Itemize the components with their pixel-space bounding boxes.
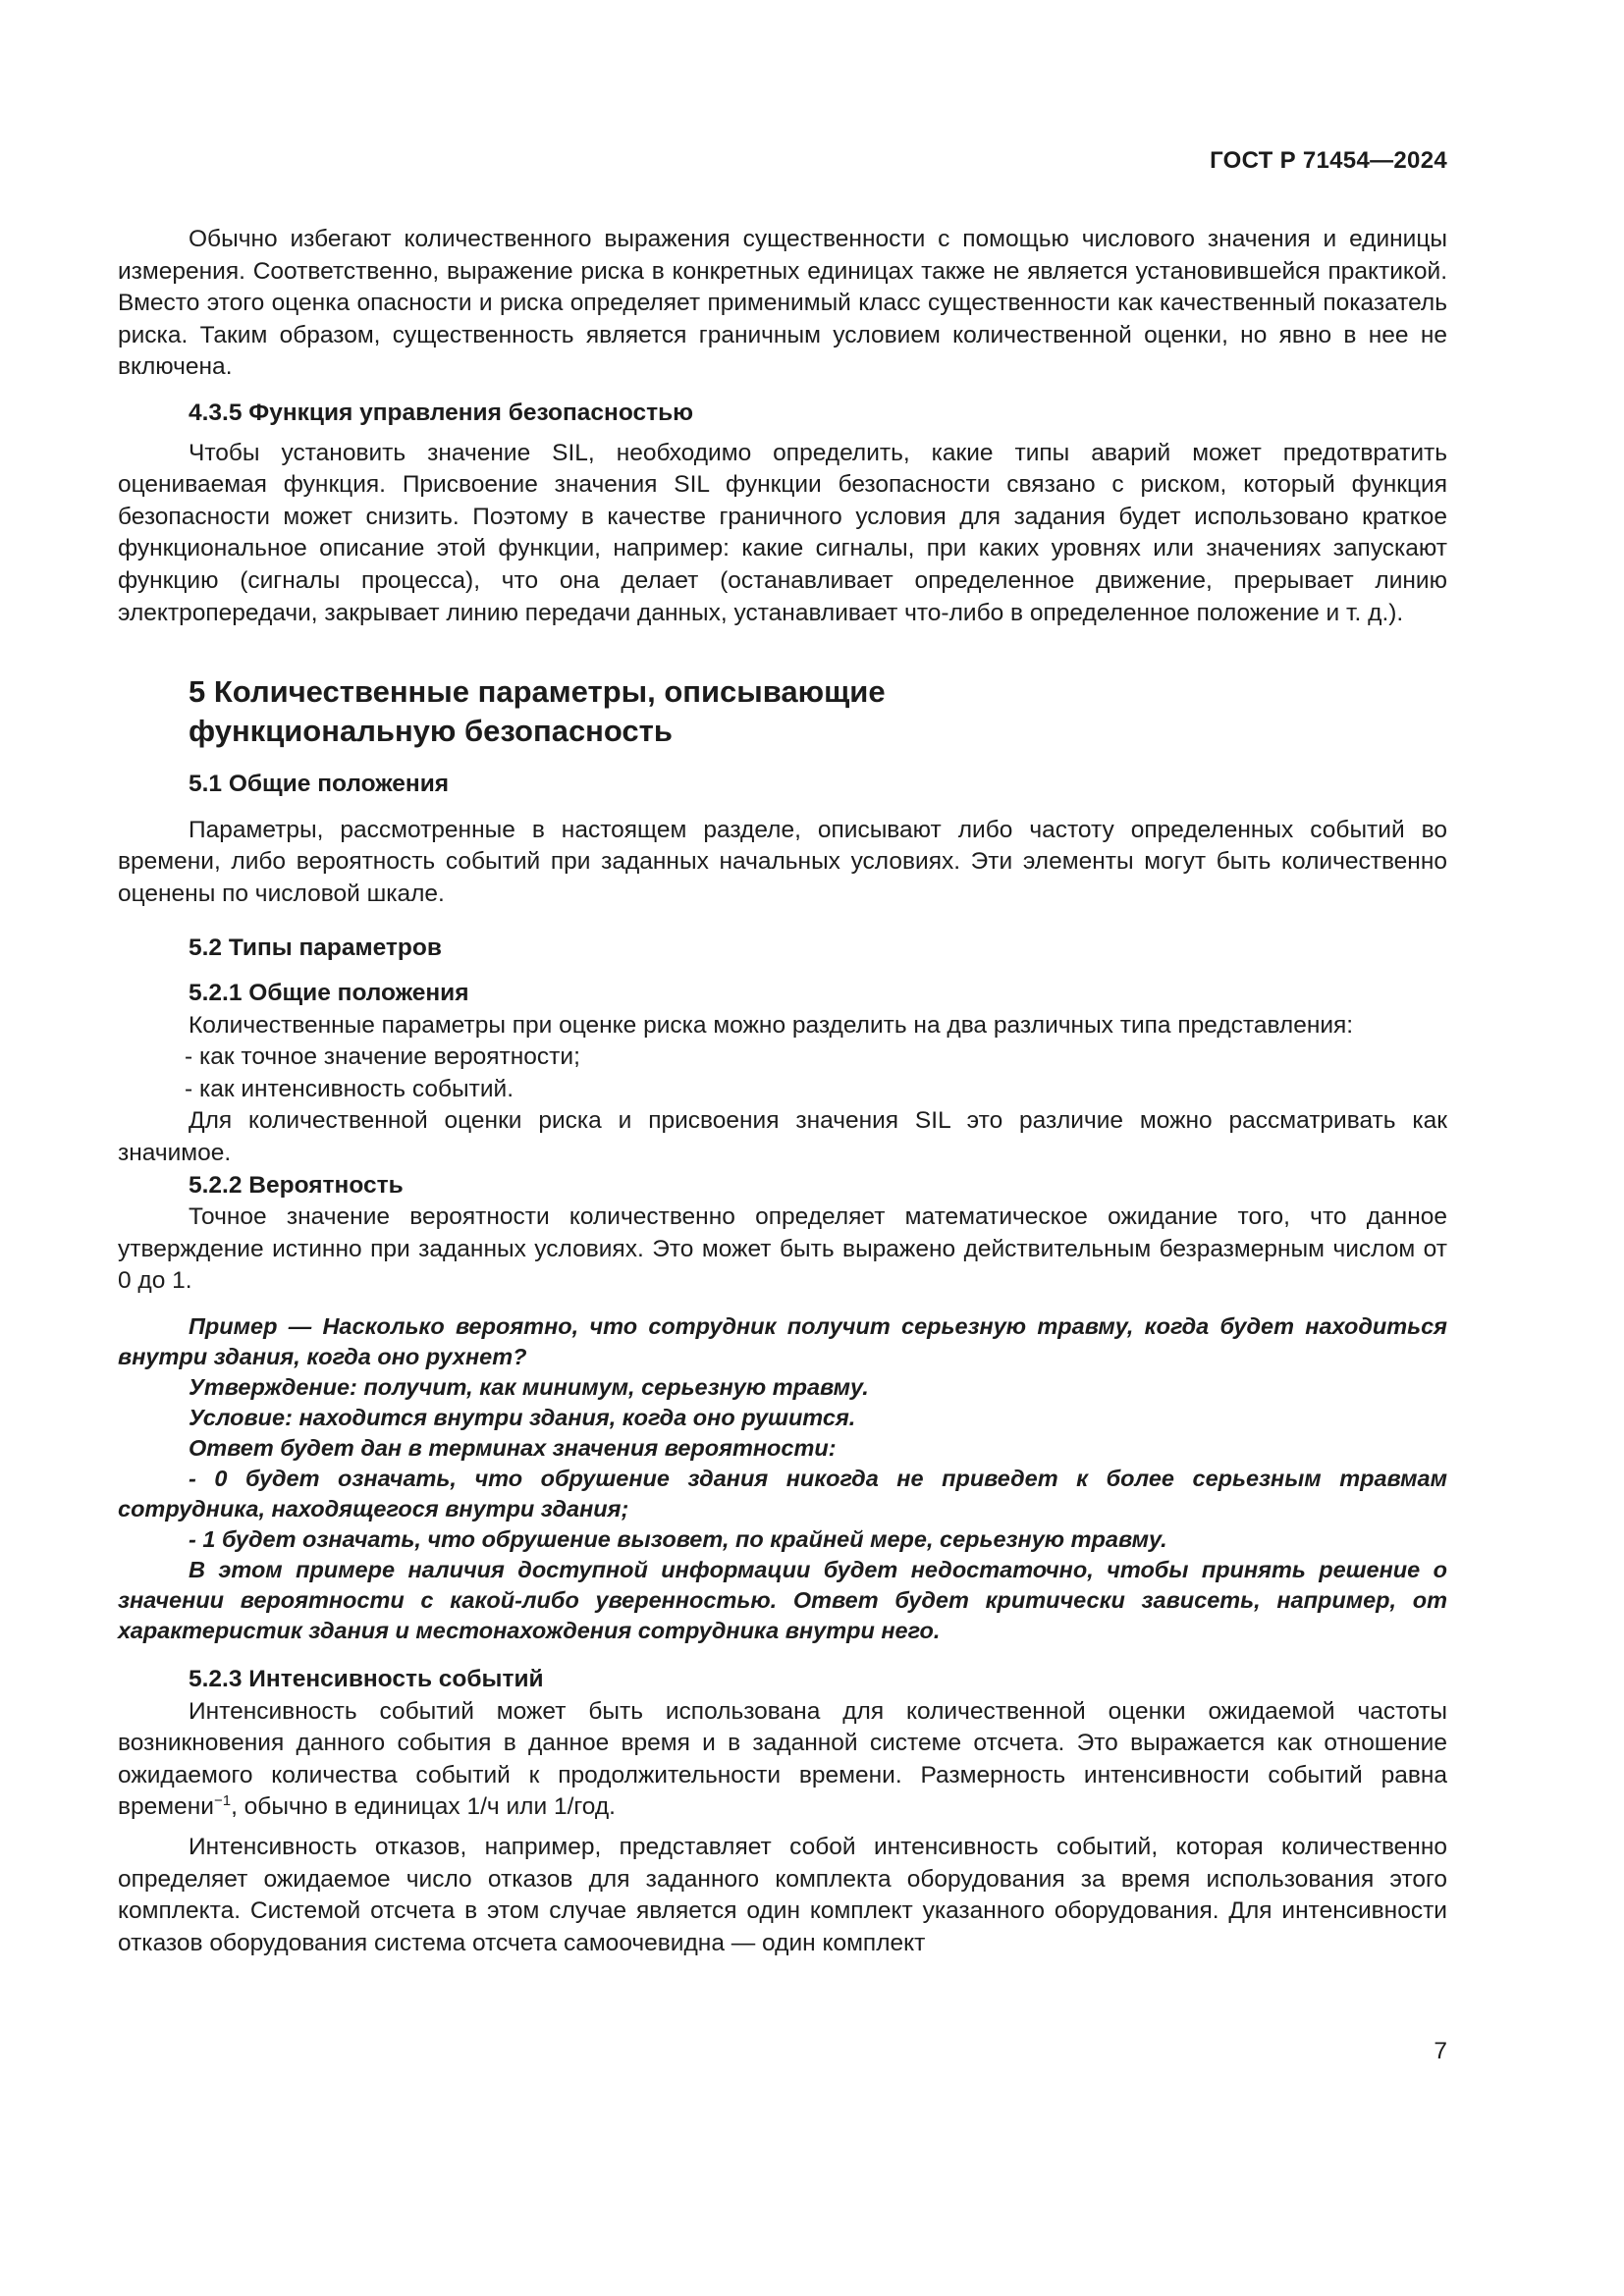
- paragraph-intro: Обычно избегают количественного выражения существенности с помощью числового значения и единицы измерения. Соответственно, выражение риска в конкретных единицах также не является установившейся практикой. Вместо этого оценка опасности и риска определяет применимый класс существенности как качественный показатель риска. Таким образом, существенность является граничным условием количественной оценки, но явно в нее не включена.: [118, 226, 1447, 381]
- list-item: - как точное значение вероятности;: [185, 1043, 580, 1071]
- heading-4-3-5: 4.3.5 Функция управления безопасностью: [189, 399, 694, 426]
- paragraph-5-1: Параметры, рассмотренные в настоящем разделе, описывают либо частоту определенных событий во времени, либо вероятность событий при заданных начальных условиях. Эти элементы могут быть количественно оценены по числовой шкале.: [118, 816, 1447, 907]
- example-line: Утверждение: получит, как минимум, серьезную травму.: [189, 1374, 869, 1401]
- example-line: - 1 будет означать, что обрушение вызовет, по крайней мере, серьезную травму.: [189, 1526, 1167, 1553]
- example-line: В этом примере наличия доступной информации будет недостаточно, чтобы принять решение о значении вероятности с какой-либо уверенностью. Ответ будет критически зависеть, например, от характеристик здания и местонахождения сотрудника внутри него.: [118, 1557, 1447, 1644]
- heading-section-5-line2: функциональную безопасность: [189, 714, 673, 749]
- example-line: - 0 будет означать, что обрушение здания никогда не приведет к более серьезным травмам сотрудника, находящегося внутри здания;: [118, 1466, 1447, 1522]
- paragraph-5-2-3a-text: Интенсивность событий может быть использована для количественной оценки ожидаемой частоты возникновения данного события в данное время и в заданной системе отсчета. Это выражается как отношение ожидаемого количества событий к продолжительности времени. Размерность интенсивности событий равна времени: [118, 1697, 1447, 1821]
- paragraph-4-3-5: Чтобы установить значение SIL, необходимо определить, какие типы аварий может предотвратить оцениваемая функция. Присвоение значения SIL функции безопасности связано с риском, который функция безопасности может снизить. Поэтому в качестве граничного условия для задания будет использовано краткое функциональное описание этой функции, например: какие сигналы, при каких уровнях или значениях запускают функцию (сигналы процесса), что она делает (останавливает определенное движение, прерывает линию электропередачи, закрывает линию передачи данных, устанавливает что-либо в определенное положение и т. д.).: [118, 439, 1447, 626]
- example-line: Ответ будет дан в терминах значения вероятности:: [189, 1435, 837, 1462]
- paragraph-5-2-3a: [118, 1696, 1447, 1824]
- superscript: −1: [213, 1792, 232, 1810]
- example-line: Пример — Насколько вероятно, что сотрудник получит серьезную травму, когда будет находиться внутри здания, когда оно рухнет?: [118, 1313, 1447, 1370]
- paragraph-5-2-1: Количественные параметры при оценке риска можно разделить на два различных типа представления:: [189, 1011, 1354, 1039]
- page-number: 7: [1434, 2038, 1447, 2064]
- example-line: Условие: находится внутри здания, когда оно рушится.: [189, 1405, 856, 1431]
- paragraph-5-2-1-note: Для количественной оценки риска и присвоения значения SIL это различие можно рассматривать как значимое.: [118, 1107, 1447, 1167]
- heading-5-2-1: 5.2.1 Общие положения: [189, 980, 469, 1007]
- paragraph-5-2-3a-tail: , обычно в единицах 1/ч или 1/год.: [231, 1793, 616, 1821]
- heading-5-2-2: 5.2.2 Вероятность: [189, 1171, 404, 1199]
- paragraph-5-2-2: Точное значение вероятности количественно определяет математическое ожидание того, что данное утверждение истинно при заданных условиях. Это может быть выражено действительным безразмерным числом от 0 до 1.: [118, 1203, 1447, 1295]
- heading-5-1: 5.1 Общие положения: [189, 771, 450, 798]
- document-header: ГОСТ Р 71454—2024: [1210, 147, 1447, 174]
- heading-5-2-3: 5.2.3 Интенсивность событий: [189, 1666, 544, 1693]
- list-item: - как интенсивность событий.: [185, 1075, 514, 1102]
- heading-5-2: 5.2 Типы параметров: [189, 934, 442, 961]
- example-block: [118, 1311, 1447, 1646]
- paragraph-5-2-3b: Интенсивность отказов, например, представляет собой интенсивность событий, которая количественно определяет ожидаемое число отказов для заданного комплекта оборудования за время использования этого комплекта. Системой отсчета в этом случае является один комплект указанного оборудования. Для интенсивности отказов оборудования система отсчета самоочевидна — один комплект: [118, 1834, 1447, 1956]
- heading-section-5-line1: 5 Количественные параметры, описывающие: [189, 674, 886, 710]
- document-body: [118, 224, 1447, 1959]
- heading-section-5: [118, 672, 1447, 751]
